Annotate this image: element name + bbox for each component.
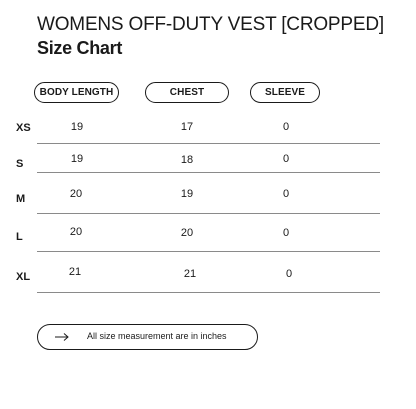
row-divider — [37, 213, 380, 214]
cell-xs-body-length: 19 — [70, 121, 84, 133]
cell-l-body-length: 20 — [69, 226, 83, 238]
size-label-m: M — [16, 193, 26, 205]
row-divider — [37, 172, 380, 173]
cell-xl-body-length: 21 — [68, 266, 82, 278]
cell-l-chest: 20 — [180, 227, 194, 239]
cell-m-sleeve: 0 — [282, 188, 290, 200]
cell-s-body-length: 19 — [70, 153, 84, 165]
product-title: WOMENS OFF-DUTY VEST [CROPPED] — [37, 14, 384, 35]
chart-title: Size Chart — [37, 38, 123, 58]
row-divider — [37, 143, 380, 144]
note-text: All size measurement are in inches — [87, 331, 227, 341]
cell-l-sleeve: 0 — [282, 227, 290, 239]
cell-s-sleeve: 0 — [282, 153, 290, 165]
size-label-s: S — [16, 158, 24, 170]
size-label-l: L — [16, 231, 23, 243]
header-chest: CHEST — [145, 82, 229, 103]
cell-m-chest: 19 — [180, 188, 194, 200]
cell-xl-chest: 21 — [183, 268, 197, 280]
cell-xs-chest: 17 — [180, 121, 194, 133]
cell-xl-sleeve: 0 — [285, 268, 293, 280]
cell-m-body-length: 20 — [69, 188, 83, 200]
header-sleeve: SLEEVE — [250, 82, 320, 103]
header-body-length: BODY LENGTH — [34, 82, 119, 103]
arrow-right-icon — [54, 330, 70, 344]
row-divider — [37, 292, 380, 293]
row-divider — [37, 251, 380, 252]
size-label-xl: XL — [16, 271, 31, 283]
measurement-note — [37, 324, 258, 350]
cell-xs-sleeve: 0 — [282, 121, 290, 133]
cell-s-chest: 18 — [180, 154, 194, 166]
size-label-xs: XS — [16, 122, 31, 134]
